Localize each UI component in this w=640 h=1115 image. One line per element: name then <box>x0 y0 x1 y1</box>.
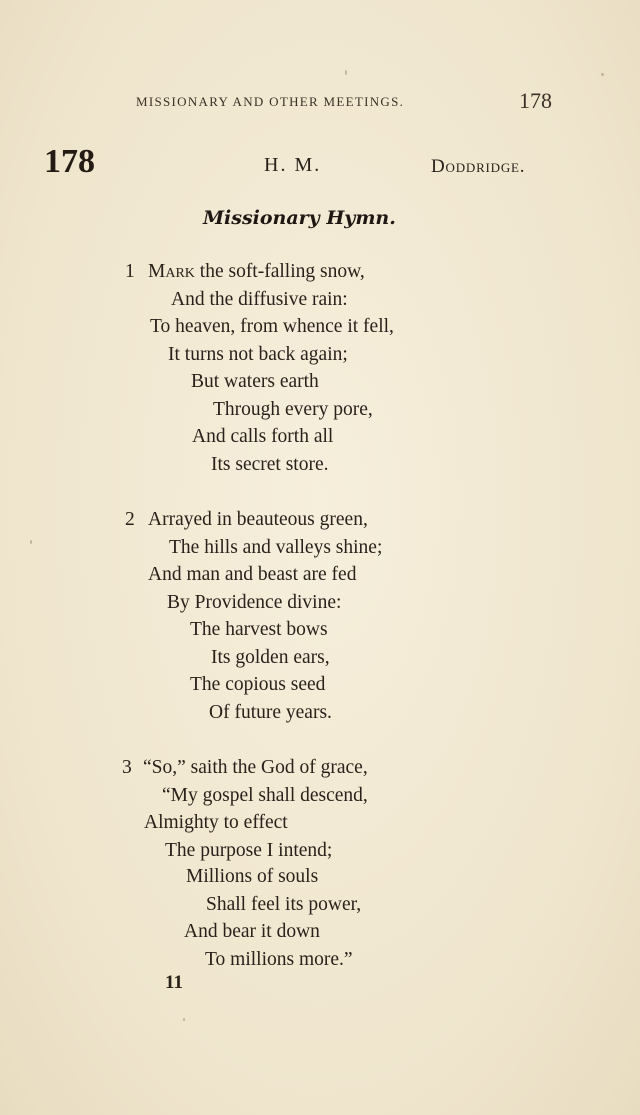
verse-number: 1 <box>125 261 135 282</box>
verse-line: By Providence divine: <box>167 592 342 613</box>
verse-line: Of future years. <box>209 702 332 723</box>
verse-line: Its golden ears, <box>211 647 330 668</box>
hymn-number: 178 <box>44 143 95 180</box>
verse-line: And man and beast are fed <box>148 564 357 585</box>
verse-line: And calls forth all <box>192 426 334 447</box>
verse-line: “My gospel shall descend, <box>162 785 368 806</box>
verse-line: Mark the soft-falling snow, <box>148 261 365 282</box>
verse-line: Almighty to effect <box>144 812 288 833</box>
verse-line: And the diffusive rain: <box>171 289 348 310</box>
page-number: 178 <box>519 88 552 113</box>
verse-line: The harvest bows <box>190 619 328 640</box>
verse-line: But waters earth <box>191 371 319 392</box>
verse-line: The hills and valleys shine; <box>169 537 383 558</box>
verse-first-word: Mark <box>148 261 195 282</box>
verse-number: 2 <box>125 509 135 530</box>
hymn-meter: H. M. <box>264 154 322 176</box>
verse-line: And bear it down <box>184 921 320 942</box>
verse-line: Shall feel its power, <box>206 894 362 915</box>
verse-line: To heaven, from whence it fell, <box>150 316 394 337</box>
signature-mark: 11 <box>165 972 183 993</box>
paper-speck <box>183 1018 185 1021</box>
verse-line: Millions of souls <box>186 866 319 887</box>
hymn-author: Doddridge. <box>431 156 526 177</box>
verse-line: To millions more.” <box>205 949 353 970</box>
verse-number: 3 <box>122 757 132 778</box>
paper-speck <box>601 73 604 76</box>
paper-speck <box>345 70 347 75</box>
verse-line: The purpose I intend; <box>165 840 333 861</box>
verse-line: Its secret store. <box>211 454 329 475</box>
paper-speck <box>30 540 32 544</box>
verse-line: Through every pore, <box>213 399 373 420</box>
verse-line: Arrayed in beauteous green, <box>148 509 368 530</box>
verse-line: “So,” saith the God of grace, <box>143 757 368 778</box>
running-head: MISSIONARY AND OTHER MEETINGS. <box>136 94 405 109</box>
verse-line: The copious seed <box>190 674 326 695</box>
hymn-title: Missionary Hymn. <box>203 207 396 229</box>
verse-line: It turns not back again; <box>168 344 348 365</box>
